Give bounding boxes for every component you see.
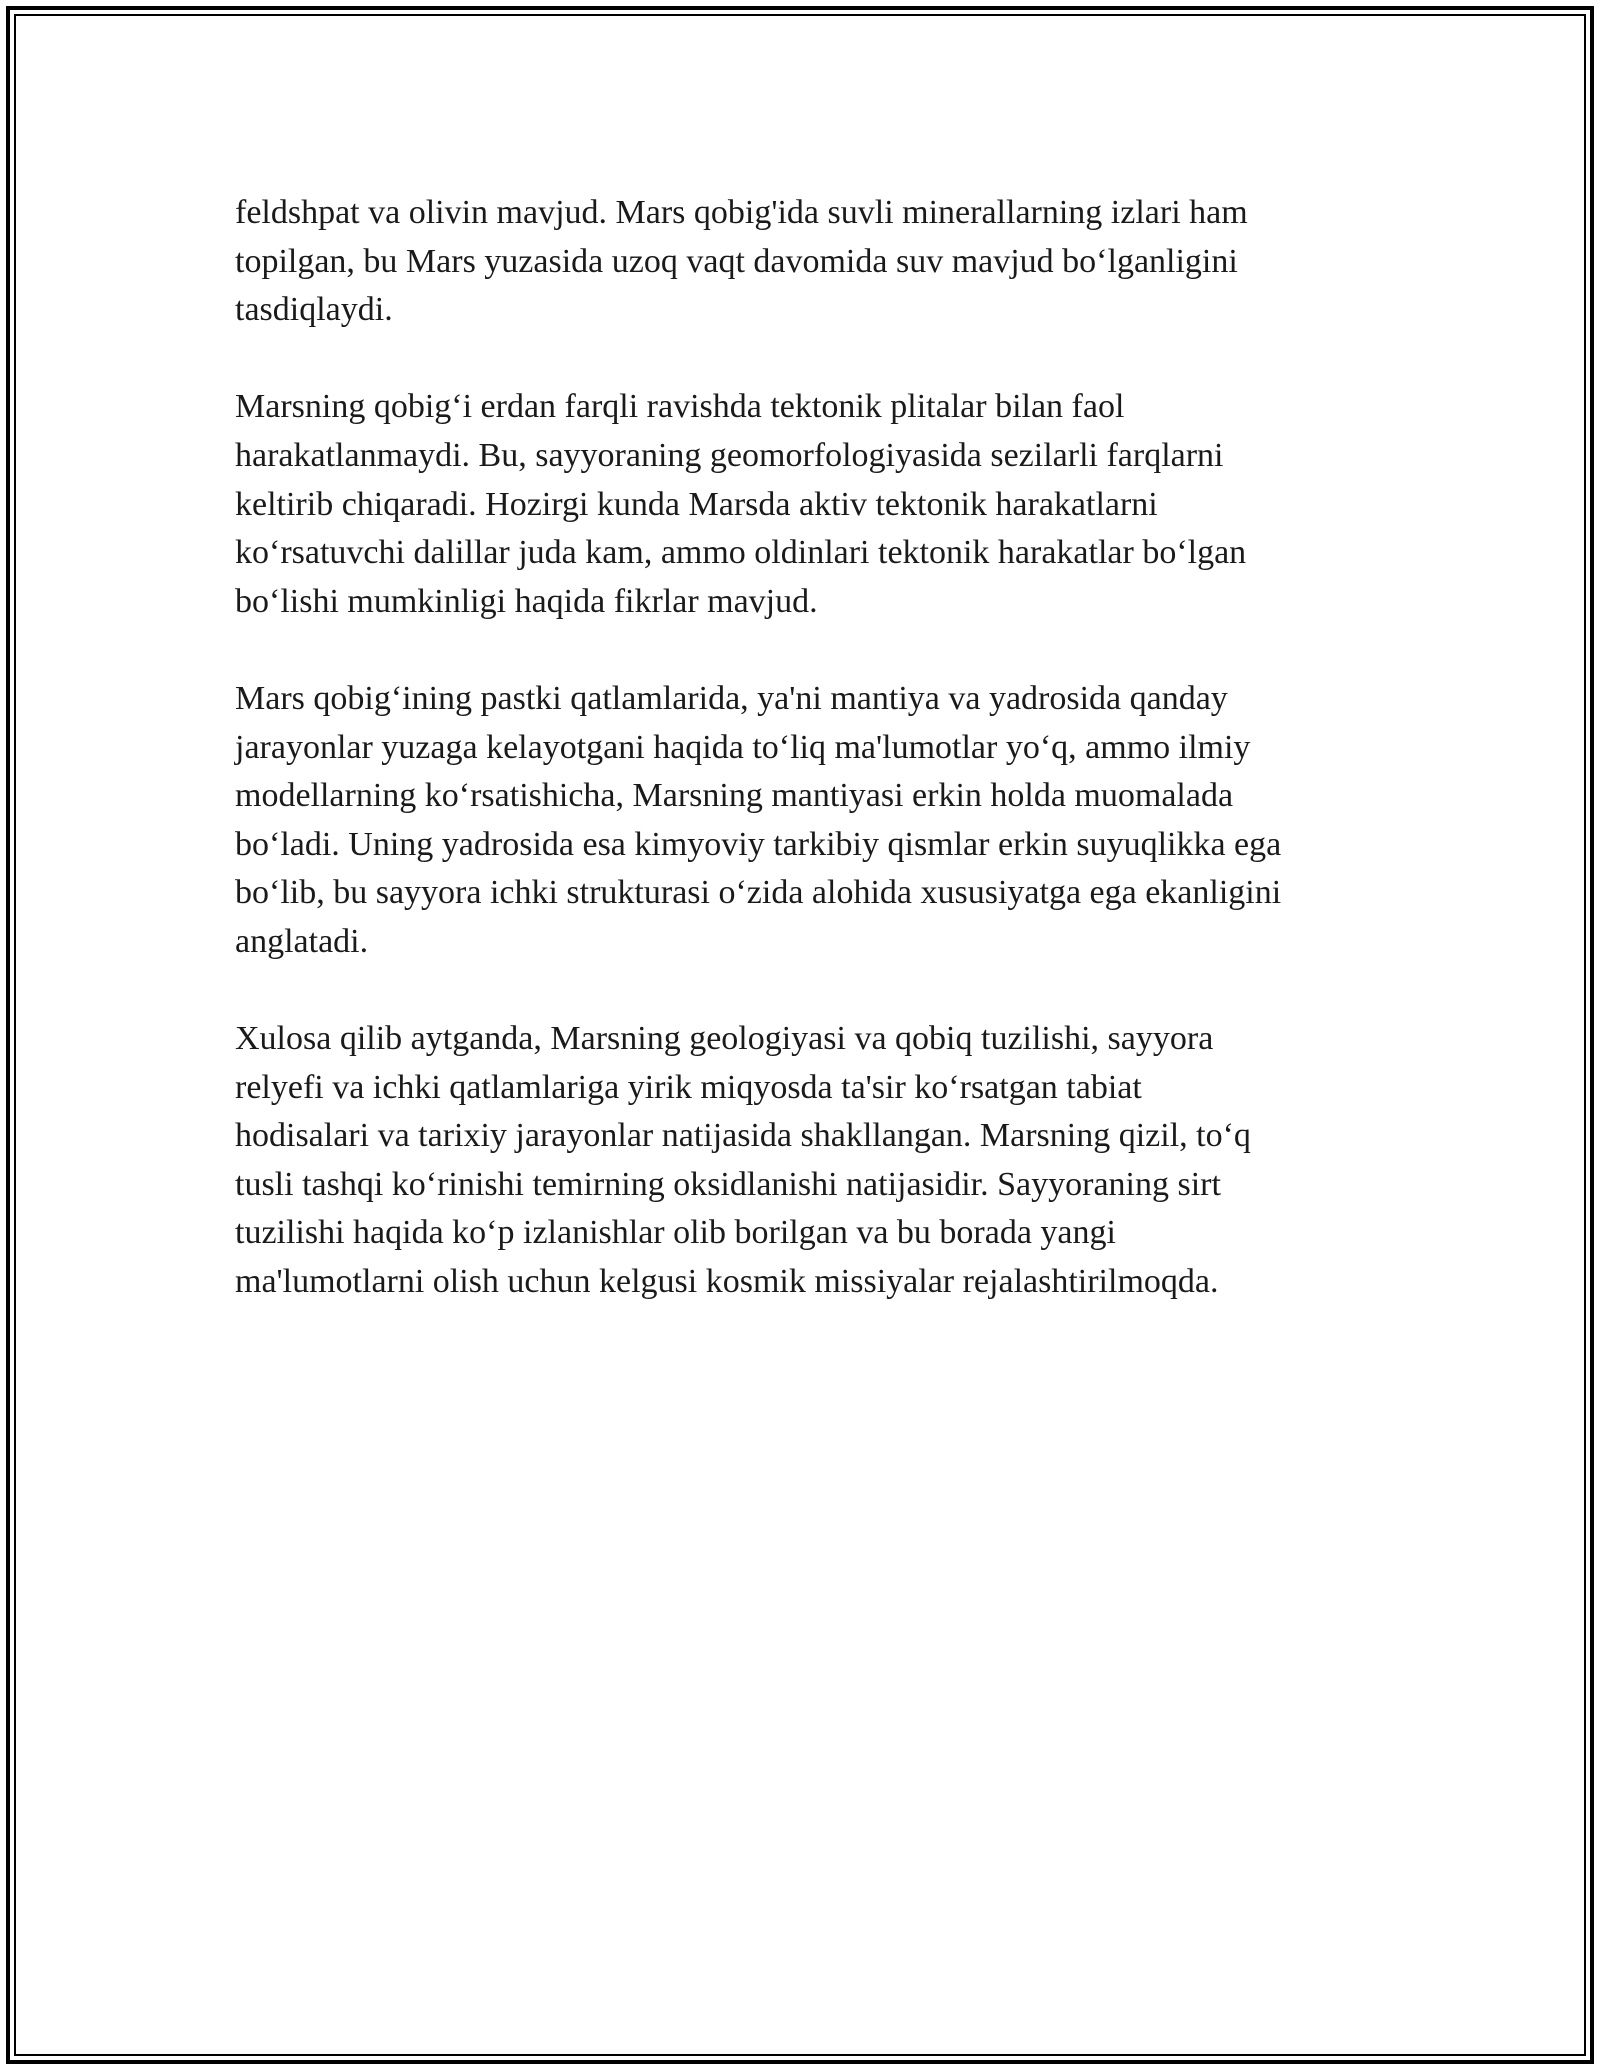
paragraph-1: feldshpat va olivin mavjud. Mars qobig'ida suvli minerallarning izlari ham topilgan, bu Mars yuzasida uzoq vaqt davomida suv mavjud bo‘lganligini tasdiqlaydi.	[235, 194, 1248, 329]
document-body	[235, 189, 1385, 1355]
paragraph-3: Mars qobig‘ining pastki qatlamlarida, ya'ni mantiya va yadrosida qanday jarayonlar yuzaga kelayotgani haqida to‘liq ma'lumotlar yo‘q, ammo ilmiy modellarning ko‘rsatishicha, Marsning mantiyasi erkin holda muomalada bo‘ladi. Uning yadrosida esa kimyoviy tarkibiy qismlar erkin suyuqlikka ega bo‘lib, bu sayyora ichki strukturasi o‘zida alohida xususiyatga ega ekanligini anglatadi.	[235, 679, 1282, 960]
paragraph-2: Marsning qobig‘i erdan farqli ravishda tektonik plitalar bilan faol harakatlanmaydi. Bu, sayyoraning geomorfologiyasida sezilarli farqlarni keltirib chiqaradi. Hozirgi kunda Marsda aktiv tektonik harakatlarni ko‘rsatuvchi dalillar juda kam, ammo oldinlari tektonik harakatlar bo‘lgan bo‘lishi mumkinligi haqida fikrlar mavjud.	[235, 388, 1247, 620]
paragraph-4: Xulosa qilib aytganda, Marsning geologiyasi va qobiq tuzilishi, sayyora relyefi va ichki qatlamlariga yirik miqyosda ta'sir ko‘rsatgan tabiat hodisalari va tarixiy jarayonlar natijasida shakllangan. Marsning qizil, to‘q tusli tashqi ko‘rinishi temirning oksidlanishi natijasidir. Sayyoraning sirt tuzilishi haqida ko‘p izlanishlar olib borilgan va bu borada yangi ma'lumotlarni olish uchun kelgusi kosmik missiyalar rejalashtirilmoqda.	[235, 1020, 1251, 1301]
